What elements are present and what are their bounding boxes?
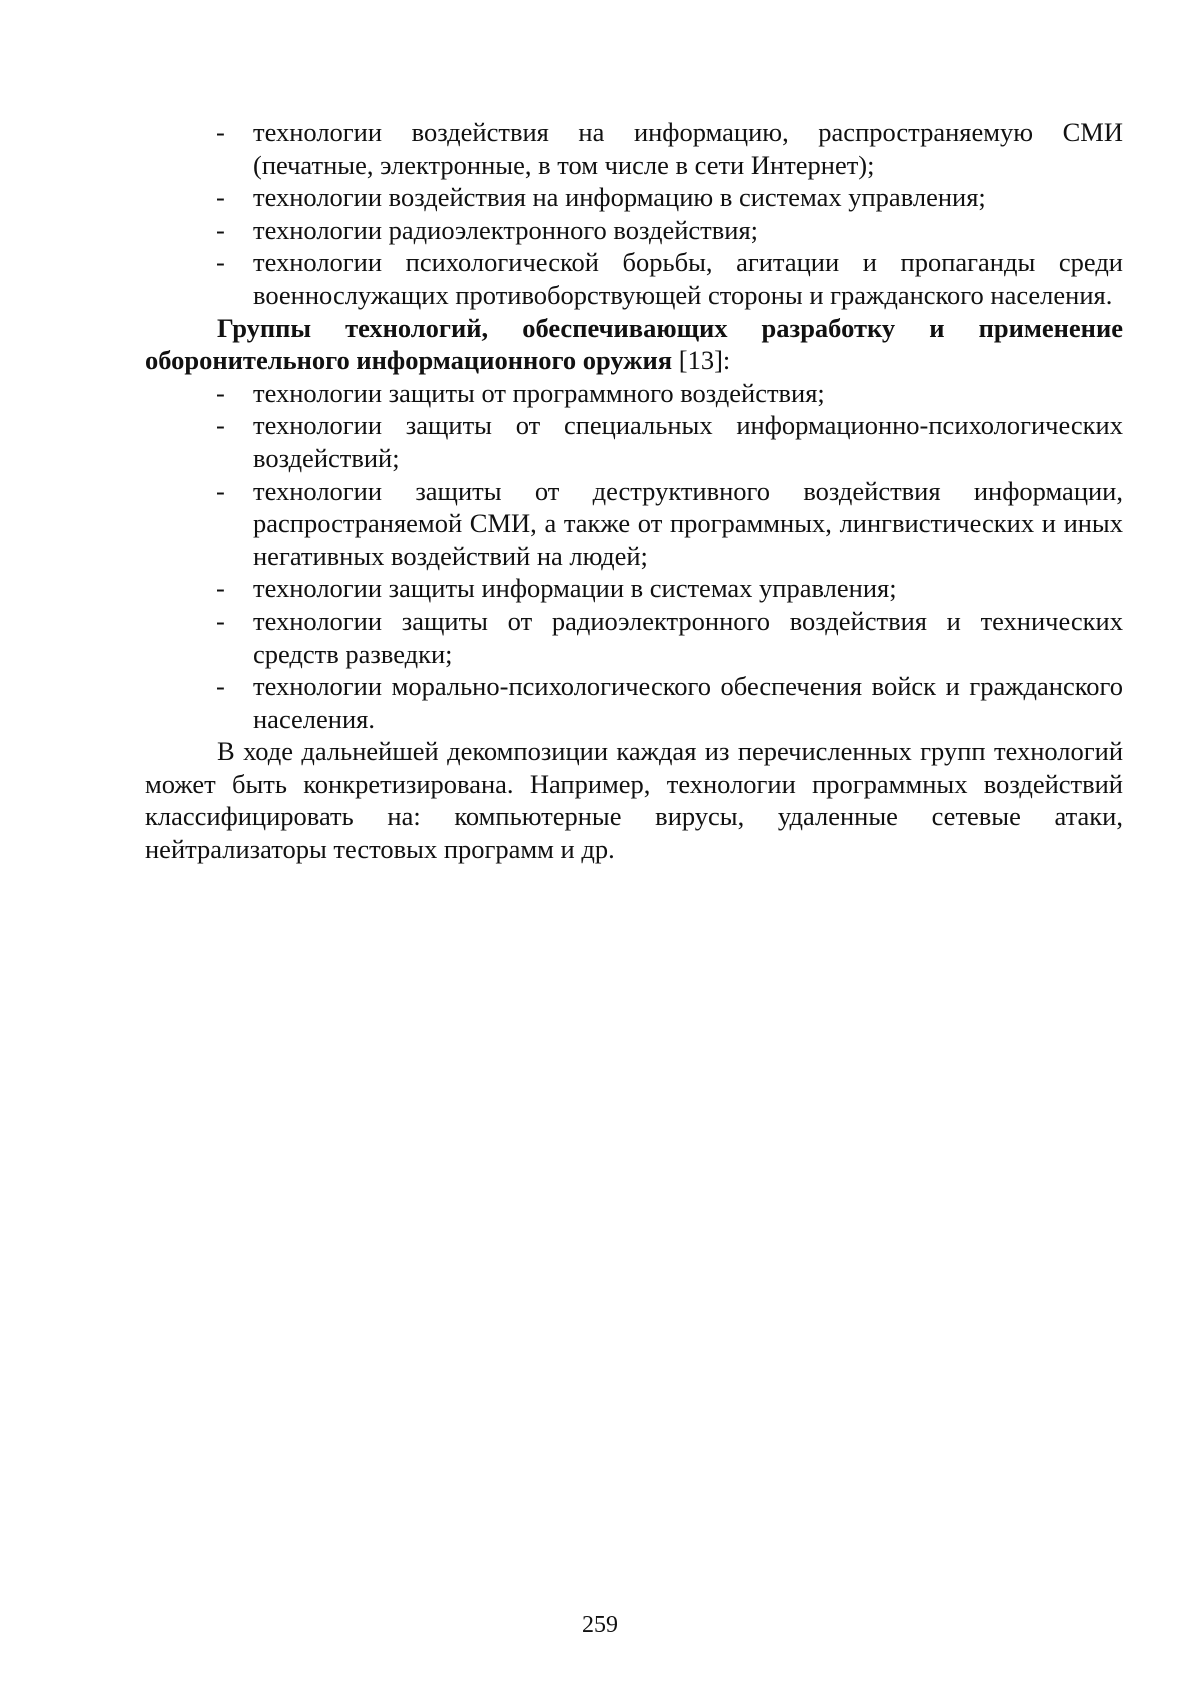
list-item-text: технологии морально-психологического обеспечения войск и гражданского населения. (253, 671, 1123, 734)
defensive-technologies-list (145, 377, 1123, 736)
body-text (145, 116, 1123, 866)
section-heading-paragraph (145, 312, 1123, 377)
list-dash: - (216, 182, 225, 213)
list-item (145, 605, 1123, 670)
list-dash: - (216, 573, 225, 604)
list-item-text: технологии защиты от специальных информационно-психологических воздействий; (253, 410, 1123, 473)
closing-paragraph: В ходе дальнейшей декомпозиции каждая из перечисленных групп технологий может быть конкретизирована. Например, технологии программных воздействий классифицировать на: компьютерные вирусы, удаленные сетевые атаки, нейтрализаторы тестовых программ и др. (145, 736, 1123, 865)
list-dash: - (216, 247, 225, 278)
list-item (145, 670, 1123, 735)
list-item-text: технологии воздействия на информацию в системах управления; (253, 182, 986, 213)
list-item (145, 181, 1123, 214)
section-heading: Группы технологий, обеспечивающих разработку и применение оборонительного информационного оружия (145, 312, 1123, 376)
list-item (145, 246, 1123, 311)
list-dash: - (216, 605, 225, 636)
page-number: 259 (582, 1612, 618, 1638)
list-item (145, 377, 1123, 410)
list-item-text: технологии защиты информации в системах управления; (253, 573, 897, 604)
list-dash: - (216, 214, 225, 245)
list-item (145, 475, 1123, 573)
list-item-text: технологии психологической борьбы, агитации и пропаганды среди военнослужащих противоборствующей стороны и гражданского населения. (253, 247, 1123, 310)
list-item (145, 116, 1123, 181)
list-item-text: технологии радиоэлектронного воздействия; (253, 214, 759, 245)
list-item-text: технологии защиты от программного воздействия; (253, 377, 825, 408)
list-dash: - (216, 671, 225, 702)
list-dash: - (216, 377, 225, 408)
list-item (145, 572, 1123, 605)
offensive-technologies-list (145, 116, 1123, 312)
list-dash: - (216, 475, 225, 506)
list-dash: - (216, 410, 225, 441)
citation-reference: [13]: (672, 345, 731, 376)
list-item (145, 409, 1123, 474)
list-item (145, 214, 1123, 247)
list-item-text: технологии защиты от радиоэлектронного воздействия и технических средств разведки; (253, 605, 1123, 669)
list-item-text: технологии воздействия на информацию, распространяемую СМИ (печатные, электронные, в том числе в сети Интернет); (253, 117, 1123, 180)
list-item-text: технологии защиты от деструктивного воздействия информации, распространяемой СМИ, а также от программных, лингвистических и иных негативных воздействий на людей; (253, 475, 1123, 571)
list-dash: - (216, 117, 225, 147)
